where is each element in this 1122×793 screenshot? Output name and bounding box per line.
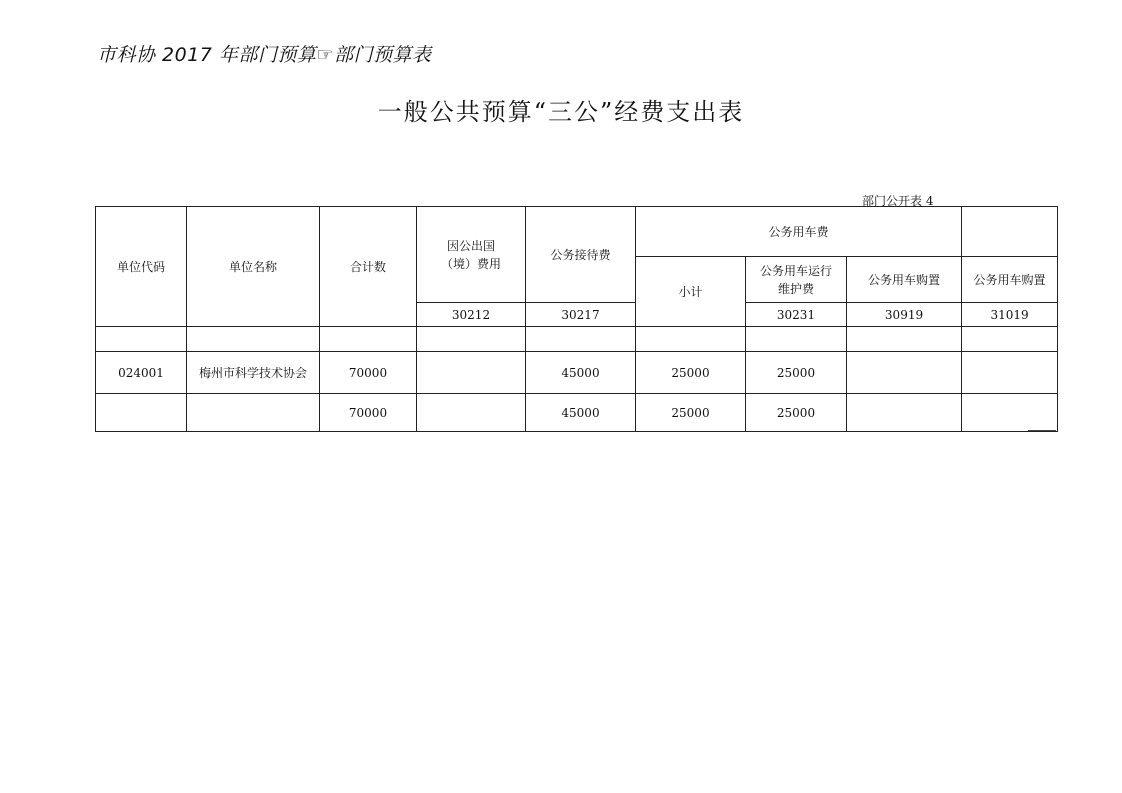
table-row: [96, 327, 1058, 352]
cell-unit-code: [96, 394, 187, 432]
document-header: 市科协 2017 年部门预算☞部门预算表: [97, 44, 432, 66]
cell-vehicle-purchase-2: [962, 352, 1058, 394]
code-abroad: 30212: [417, 303, 526, 327]
header-abroad: 因公出国（境）费用: [417, 207, 526, 303]
code-vehicle-purchase-2: 31019: [962, 303, 1058, 327]
cell-vehicle-purchase-1: [847, 394, 962, 432]
cell-abroad: [417, 327, 526, 352]
header-row-1: [96, 207, 1058, 257]
code-vehicle-purchase-1: 30919: [847, 303, 962, 327]
code-reception: 30217: [526, 303, 636, 327]
header-vehicle-purchase-2: 公务用车购置: [962, 257, 1058, 303]
cell-subtotal: [636, 327, 746, 352]
cell-abroad: [417, 352, 526, 394]
table-row: [96, 352, 1058, 394]
cell-reception: 45000: [526, 394, 636, 432]
header-blank: [962, 207, 1058, 257]
cell-vehicle-purchase-1: [847, 327, 962, 352]
cell-unit-name: [187, 394, 320, 432]
cell-reception: [526, 327, 636, 352]
cell-total: 70000: [320, 352, 417, 394]
cell-unit-code: [96, 327, 187, 352]
cell-total: 70000: [320, 394, 417, 432]
cell-vehicle-purchase-1: [847, 352, 962, 394]
cell-total: [320, 327, 417, 352]
cell-vehicle-operation: 25000: [746, 394, 847, 432]
cell-subtotal: 25000: [636, 394, 746, 432]
cell-vehicle-operation: 25000: [746, 352, 847, 394]
form-number: 部门公开表 4: [862, 194, 934, 208]
header-vehicle-purchase-1: 公务用车购置: [847, 257, 962, 303]
cell-reception: 45000: [526, 352, 636, 394]
table-row: [96, 394, 1058, 432]
code-vehicle-operation: 30231: [746, 303, 847, 327]
table-end-rule: [1028, 430, 1056, 431]
header-reception: 公务接待费: [526, 207, 636, 303]
header-unit-code: 单位代码: [96, 207, 187, 327]
cell-unit-name: 梅州市科学技术协会: [187, 352, 320, 394]
header-unit-name: 单位名称: [187, 207, 320, 327]
cell-subtotal: 25000: [636, 352, 746, 394]
page-title: 一般公共预算“三公”经费支出表: [377, 98, 745, 126]
header-vehicle-operation: 公务用车运行维护费: [746, 257, 847, 303]
expense-table: [95, 206, 1058, 432]
header-total: 合计数: [320, 207, 417, 327]
cell-vehicle-purchase-2: [962, 327, 1058, 352]
cell-abroad: [417, 394, 526, 432]
cell-vehicle-purchase-2: [962, 394, 1058, 432]
header-vehicle-group: 公务用车费: [636, 207, 962, 257]
cell-vehicle-operation: [746, 327, 847, 352]
cell-unit-code: 024001: [96, 352, 187, 394]
cell-unit-name: [187, 327, 320, 352]
header-subtotal: 小计: [636, 257, 746, 327]
